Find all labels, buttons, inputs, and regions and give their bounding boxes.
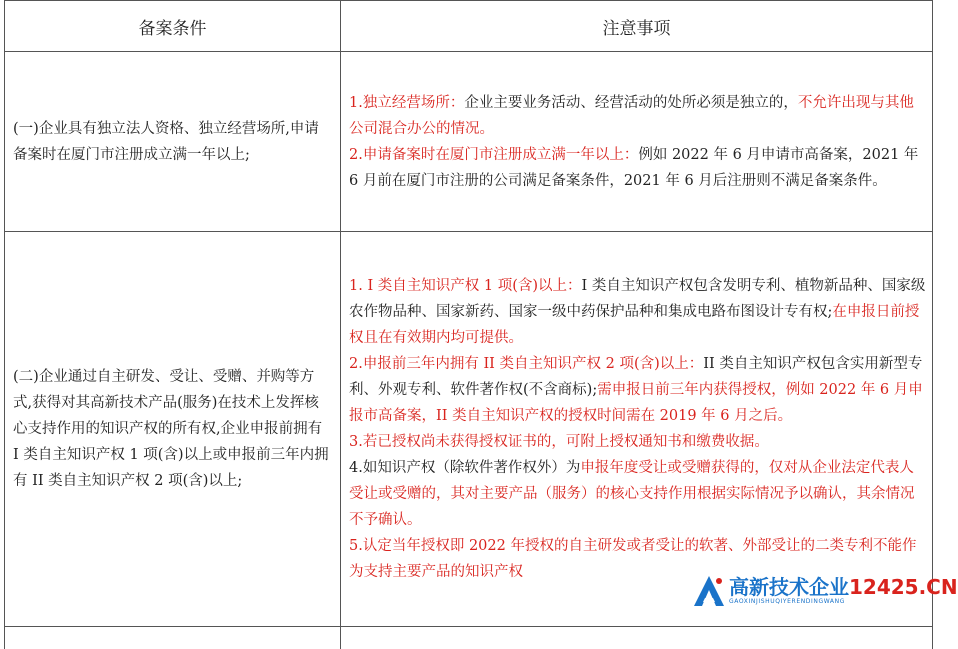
watermark-title bbox=[729, 576, 958, 598]
site-watermark bbox=[692, 571, 928, 611]
notes-cell bbox=[341, 232, 933, 627]
note-highlight-text: 需申报日前三年内获得授权，例如 2022 年 6 月申报市高备案，II 类自主知识产权的授权时间需在 2019 年 6 月之后。 bbox=[349, 382, 923, 424]
header-notes: 注意事项 bbox=[341, 1, 933, 52]
note-text: I 类自主知识产权包含发明专利、植物新品种、国家级农作物品种、国家新药、国家一级中药保护品种和集成电路布图设计专有权; bbox=[349, 278, 925, 320]
note-highlight-text: 3.若已授权尚未获得授权证书的，可附上授权通知书和缴费收据。 bbox=[349, 434, 769, 450]
table-row bbox=[5, 52, 933, 232]
note-highlight-text: 申报年度受让或受赠获得的，仅对从企业法定代表人受让或受赠的，其对主要产品（服务）的核心支持作用根据实际情况予以确认，其余情况不予确认。 bbox=[349, 460, 915, 528]
watermark-pinyin: GAOXINJISHUQIYERENDINGWANG bbox=[729, 598, 958, 606]
watermark-name: 高新技术企业 bbox=[729, 575, 849, 599]
note-text: 4.如知识产权（除软件著作权外）为 bbox=[349, 460, 580, 476]
note-highlight-text: 2.申报前三年内拥有 II 类自主知识产权 2 项(含)以上： bbox=[349, 356, 703, 372]
note-highlight-text: 不允许出现与其他公司混合办公的情况。 bbox=[349, 95, 914, 137]
table-row bbox=[5, 627, 933, 649]
note-text: 企业主要业务活动、经营活动的处所必须是独立的， bbox=[464, 95, 798, 111]
note-item bbox=[349, 455, 926, 533]
condition-cell: (二)企业通过自主研发、受让、受赠、并购等方式,获得对其高新技术产品(服务)在技术上发挥核心支持作用的知识产权的所有权,企业申报前拥有 I 类自主知识产权 1 项(含)以上或申报前三年内拥有 II 类自主知识产权 2 项(含)以上; bbox=[5, 232, 341, 627]
empty-cell bbox=[341, 627, 933, 649]
header-conditions: 备案条件 bbox=[5, 1, 341, 52]
note-highlight-text: 2.申请备案时在厦门市注册成立满一年以上： bbox=[349, 147, 638, 163]
note-text: II 类自主知识产权包含实用新型专利、外观专利、软件著作权(不含商标); bbox=[349, 356, 922, 398]
table-row bbox=[5, 232, 933, 627]
note-highlight-text: 1.独立经营场所： bbox=[349, 95, 464, 111]
notes-cell bbox=[341, 52, 933, 232]
note-item bbox=[349, 273, 926, 351]
note-item bbox=[349, 429, 926, 455]
condition-cell: (一)企业具有独立法人资格、独立经营场所,申请备案时在厦门市注册成立满一年以上; bbox=[5, 52, 341, 232]
table-header-row bbox=[5, 1, 933, 52]
logo-a-icon bbox=[692, 574, 726, 608]
note-item bbox=[349, 142, 926, 194]
filing-conditions-table bbox=[4, 0, 933, 649]
watermark-site: 12425.CN bbox=[849, 575, 958, 599]
document-page bbox=[4, 0, 932, 613]
note-highlight-text: 5.认定当年授权即 2022 年授权的自主研发或者受让的软著、外部受让的二类专利不能作为支持主要产品的知识产权 bbox=[349, 538, 916, 580]
note-item bbox=[349, 90, 926, 142]
note-item bbox=[349, 351, 926, 429]
note-highlight-text: 1. I 类自主知识产权 1 项(含)以上： bbox=[349, 278, 582, 294]
empty-cell bbox=[5, 627, 341, 649]
note-text: 例如 2022 年 6 月申请市高备案，2021 年 6 月前在厦门市注册的公司满足备案条件，2021 年 6 月后注册则不满足备案条件。 bbox=[349, 147, 918, 189]
note-highlight-text: 在申报日前授权且在有效期内均可提供。 bbox=[349, 304, 919, 346]
watermark-text bbox=[729, 576, 958, 606]
